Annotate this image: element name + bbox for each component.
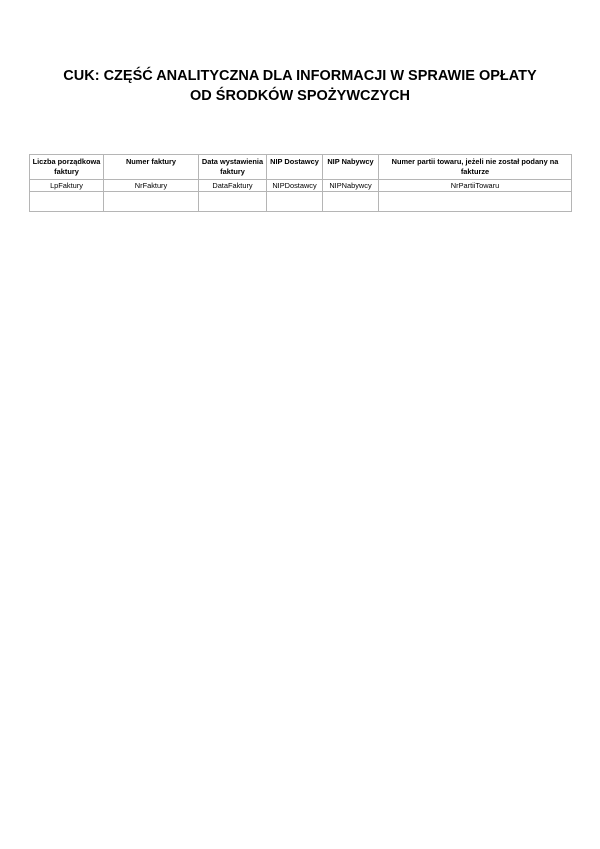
table-cell bbox=[267, 192, 323, 212]
table-row-empty bbox=[30, 192, 572, 212]
column-header-buyer-nip: NIP Nabywcy bbox=[323, 155, 379, 180]
table-cell: NrFaktury bbox=[104, 180, 199, 192]
table-cell: NIPDostawcy bbox=[267, 180, 323, 192]
column-header-supplier-nip: NIP Dostawcy bbox=[267, 155, 323, 180]
table-cell: LpFaktury bbox=[30, 180, 104, 192]
column-header-issue-date: Data wystawienia faktury bbox=[199, 155, 267, 180]
table-cell bbox=[199, 192, 267, 212]
analytics-table-container bbox=[29, 154, 571, 212]
table-cell: NrPartiiTowaru bbox=[379, 180, 572, 192]
analytics-table bbox=[29, 154, 572, 212]
table-cell bbox=[323, 192, 379, 212]
table-cell: NIPNabywcy bbox=[323, 180, 379, 192]
table-cell bbox=[104, 192, 199, 212]
column-header-lp: Liczba porządkowa faktury bbox=[30, 155, 104, 180]
table-header-row bbox=[30, 155, 572, 180]
table-cell bbox=[30, 192, 104, 212]
column-header-batch-number: Numer partii towaru, jeżeli nie został podany na fakturze bbox=[379, 155, 572, 180]
table-cell: DataFaktury bbox=[199, 180, 267, 192]
column-header-invoice-number: Numer faktury bbox=[104, 155, 199, 180]
document-title-line-2: OD ŚRODKÓW SPOŻYWCZYCH bbox=[190, 88, 410, 104]
table-row bbox=[30, 180, 572, 192]
document-title bbox=[0, 66, 600, 106]
document-title-line-1: CUK: CZĘŚĆ ANALITYCZNA DLA INFORMACJI W SPRAWIE OPŁATY bbox=[63, 68, 537, 84]
table-cell bbox=[379, 192, 572, 212]
